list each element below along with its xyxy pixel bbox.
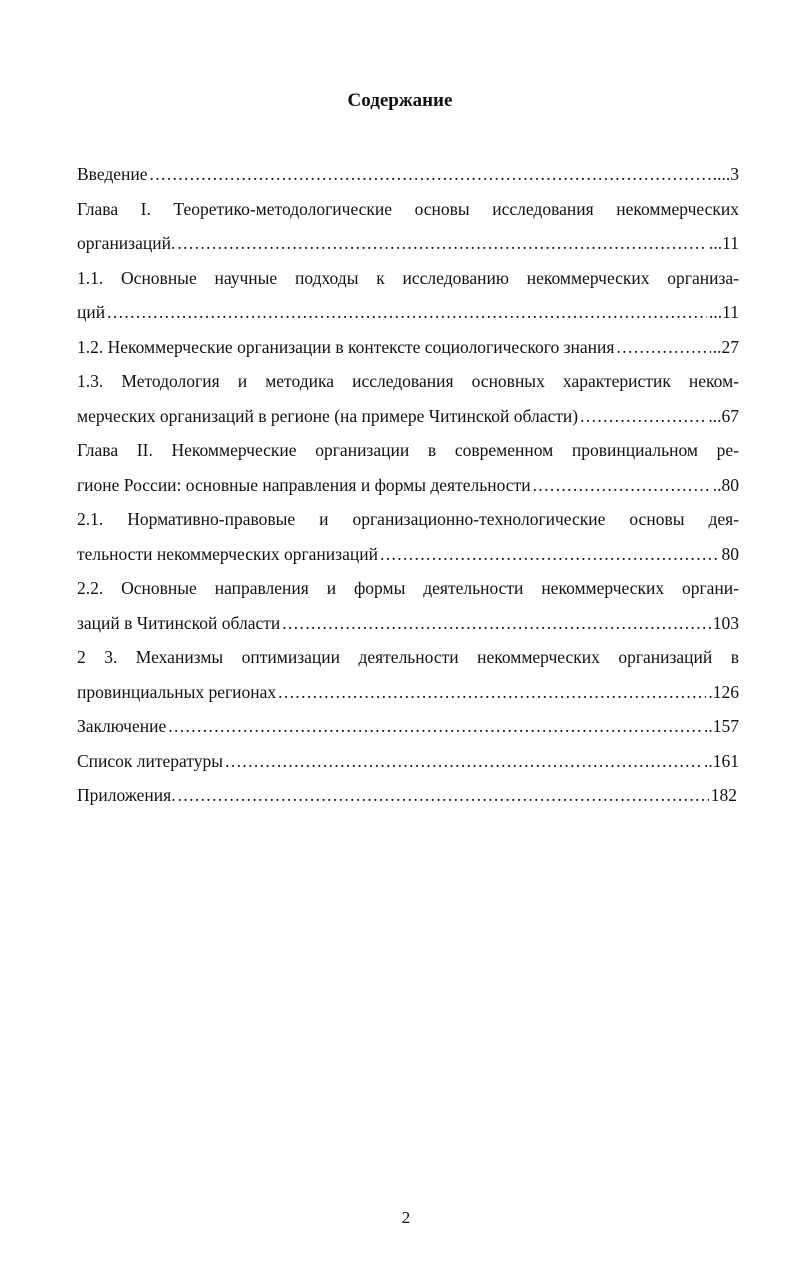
toc-leader-dots <box>178 778 709 813</box>
toc-leader-dots <box>107 295 707 330</box>
toc-leader-dots <box>282 606 710 641</box>
toc-entry-title: Введение <box>77 164 148 184</box>
toc-leader-dots <box>616 330 710 365</box>
toc-entry-title: организаций. <box>77 233 176 253</box>
toc-entry-2-3-line[interactable]: 2 3. Механизмы оптимизации деятельности некоммерческих организаций в <box>77 647 739 667</box>
toc-entry-chapter-2-line[interactable]: Глава II. Некоммерческие организации в современном провинциальном ре- <box>77 440 739 460</box>
toc-entry-title: заций в Читинской области <box>77 612 281 633</box>
toc-entry-page: ....3 <box>712 164 739 184</box>
toc-entry-title: гионе России: основные направления и формы деятельности <box>77 474 531 495</box>
toc-entry-page: 80 <box>721 543 739 564</box>
toc-entry-bibliography[interactable] <box>77 744 739 779</box>
toc-entry-2-1-line[interactable]: 2.1. Нормативно-правовые и организационно-технологические основы дея- <box>77 509 739 529</box>
toc-entry-1-1[interactable] <box>77 295 739 330</box>
toc-leader-dots <box>533 468 711 503</box>
toc-entry-2-3[interactable] <box>77 675 739 710</box>
toc-leader-dots <box>278 675 706 710</box>
toc-entry-1-3-line[interactable]: 1.3. Методология и методика исследования основных характеристик неком- <box>77 371 739 391</box>
toc-entry-chapter-2[interactable] <box>77 468 739 503</box>
toc-entry-page: ..157 <box>704 716 739 736</box>
toc-entry-title: Заключение <box>77 716 167 736</box>
toc-entry-title: Список литературы <box>77 750 224 771</box>
toc-entry-title: мерческих организаций в регионе (на примере Читинской области) <box>77 405 579 426</box>
page-title: Содержание <box>347 90 453 111</box>
toc-entry-page: ...11 <box>709 302 739 322</box>
toc-entry-title: ций <box>77 302 106 322</box>
toc-entry-page: 103 <box>712 612 739 633</box>
page-number: 2 <box>401 1208 411 1227</box>
toc-entry-page: ..27 <box>712 336 739 357</box>
toc-entry-1-3[interactable] <box>77 399 739 434</box>
toc-entry-chapter-1-line[interactable]: Глава I. Теоретико-методологические основы исследования некоммерческих <box>77 198 739 219</box>
toc-leader-dots <box>380 537 720 572</box>
toc-entry-2-2[interactable] <box>77 606 739 641</box>
toc-entry-2-2-line[interactable]: 2.2. Основные направления и формы деятельности некоммерческих органи- <box>77 578 739 598</box>
toc-entry-page: ..80 <box>712 474 739 495</box>
toc-entry-page: ...11 <box>709 233 739 253</box>
toc-entry-appendices[interactable] <box>77 778 737 813</box>
toc-entry-page: 182 <box>710 785 737 805</box>
table-of-contents <box>77 157 739 813</box>
toc-entry-page: ..161 <box>704 750 739 771</box>
toc-leader-dots <box>168 709 702 744</box>
toc-entry-title: провинциальных регионах <box>77 681 277 702</box>
toc-entry-page: .126 <box>708 681 739 702</box>
toc-leader-dots <box>225 744 702 779</box>
toc-entry-title: Приложения. <box>77 785 176 805</box>
toc-entry-title: тельности некоммерческих организаций <box>77 543 378 564</box>
toc-entry-conclusion[interactable] <box>77 709 739 744</box>
toc-entry-introduction[interactable] <box>77 157 739 192</box>
toc-entry-page: ...67 <box>708 405 739 426</box>
toc-entry-1-2[interactable] <box>77 330 739 365</box>
toc-entry-chapter-1[interactable] <box>77 226 739 261</box>
toc-leader-dots <box>580 399 706 434</box>
toc-entry-title: 1.2. Некоммерческие организации в контексте социологического знания <box>77 336 615 357</box>
toc-entry-1-1-line[interactable]: 1.1. Основные научные подходы к исследованию некоммерческих организа- <box>77 267 739 288</box>
toc-entry-2-1[interactable] <box>77 537 739 572</box>
toc-leader-dots <box>150 157 711 192</box>
toc-leader-dots <box>177 226 707 261</box>
